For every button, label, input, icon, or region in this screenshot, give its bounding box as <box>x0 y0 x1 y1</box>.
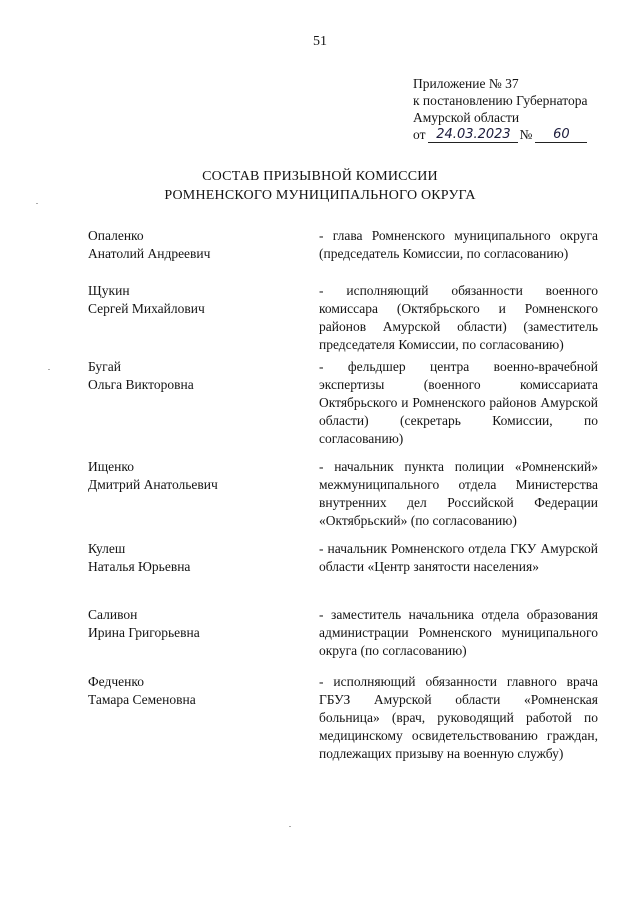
appendix-header <box>413 75 613 143</box>
member-name <box>88 673 298 709</box>
member-surname: Кулеш <box>88 541 126 556</box>
appendix-decree-line: к постановлению Губернатора <box>413 93 588 108</box>
member-name <box>88 282 298 318</box>
member-given-names: Ольга Викторовна <box>88 377 194 392</box>
scan-speck <box>289 826 291 827</box>
document-title <box>0 167 640 205</box>
member-given-names: Тамара Семеновна <box>88 692 196 707</box>
member-surname: Щукин <box>88 283 130 298</box>
member-name <box>88 358 298 394</box>
member-role: - исполняющий обязанности военного комиссара (Октябрьского и Ромненского районов Амурской области) (заместитель председателя Комиссии, по согласованию) <box>319 283 598 352</box>
appendix-title: Приложение № 37 <box>413 76 519 91</box>
member-given-names: Наталья Юрьевна <box>88 559 191 574</box>
member-surname: Саливон <box>88 607 138 622</box>
handwritten-number: 60 <box>535 128 587 143</box>
member-role: - начальник Ромненского отдела ГКУ Амурской области «Центр занятости населения» <box>319 541 598 574</box>
date-prefix: от <box>413 127 426 142</box>
member-role: - заместитель начальника отдела образования администрации Ромненского муниципального округа (по согласованию) <box>319 607 598 658</box>
appendix-date-line <box>413 126 613 143</box>
title-line-2: РОМНЕНСКОГО МУНИЦИПАЛЬНОГО ОКРУГА <box>164 188 476 203</box>
appendix-region-line: Амурской области <box>413 110 520 125</box>
member-given-names: Анатолий Андреевич <box>88 246 211 261</box>
member-role: - фельдшер центра военно-врачебной экспертизы (военного комиссариата Октябрьского и Ромненского районов Амурской области) (секретарь Комиссии, по согласованию) <box>319 359 598 446</box>
member-given-names: Сергей Михайлович <box>88 301 205 316</box>
member-role: - глава Ромненского муниципального округа (председатель Комиссии, по согласованию) <box>319 228 598 261</box>
title-line-1: СОСТАВ ПРИЗЫВНОЙ КОМИССИИ <box>202 169 438 184</box>
handwritten-date: 24.03.2023 <box>428 128 518 143</box>
scan-speck <box>36 203 38 204</box>
member-surname: Бугай <box>88 359 121 374</box>
member-name <box>88 606 298 642</box>
member-name <box>88 540 298 576</box>
member-role: - исполняющий обязанности главного врача ГБУЗ Амурской области «Ромненская больница» (врач, руководящий работой по медицинскому освидетельствованию граждан, подлежащих призыву на военную службу) <box>319 674 598 761</box>
page-number: 51 <box>313 34 327 49</box>
member-role: - начальник пункта полиции «Ромненский» межмуниципального отдела Министерства внутренних дел Российской Федерации «Октябрьский» (по согласованию) <box>319 459 598 528</box>
scan-speck <box>48 369 50 370</box>
member-surname: Ищенко <box>88 459 134 474</box>
member-surname: Федченко <box>88 674 144 689</box>
member-given-names: Ирина Григорьевна <box>88 625 200 640</box>
number-label: № <box>519 127 533 142</box>
member-name <box>88 458 298 494</box>
member-given-names: Дмитрий Анатольевич <box>88 477 218 492</box>
member-surname: Опаленко <box>88 228 144 243</box>
member-name <box>88 227 298 263</box>
